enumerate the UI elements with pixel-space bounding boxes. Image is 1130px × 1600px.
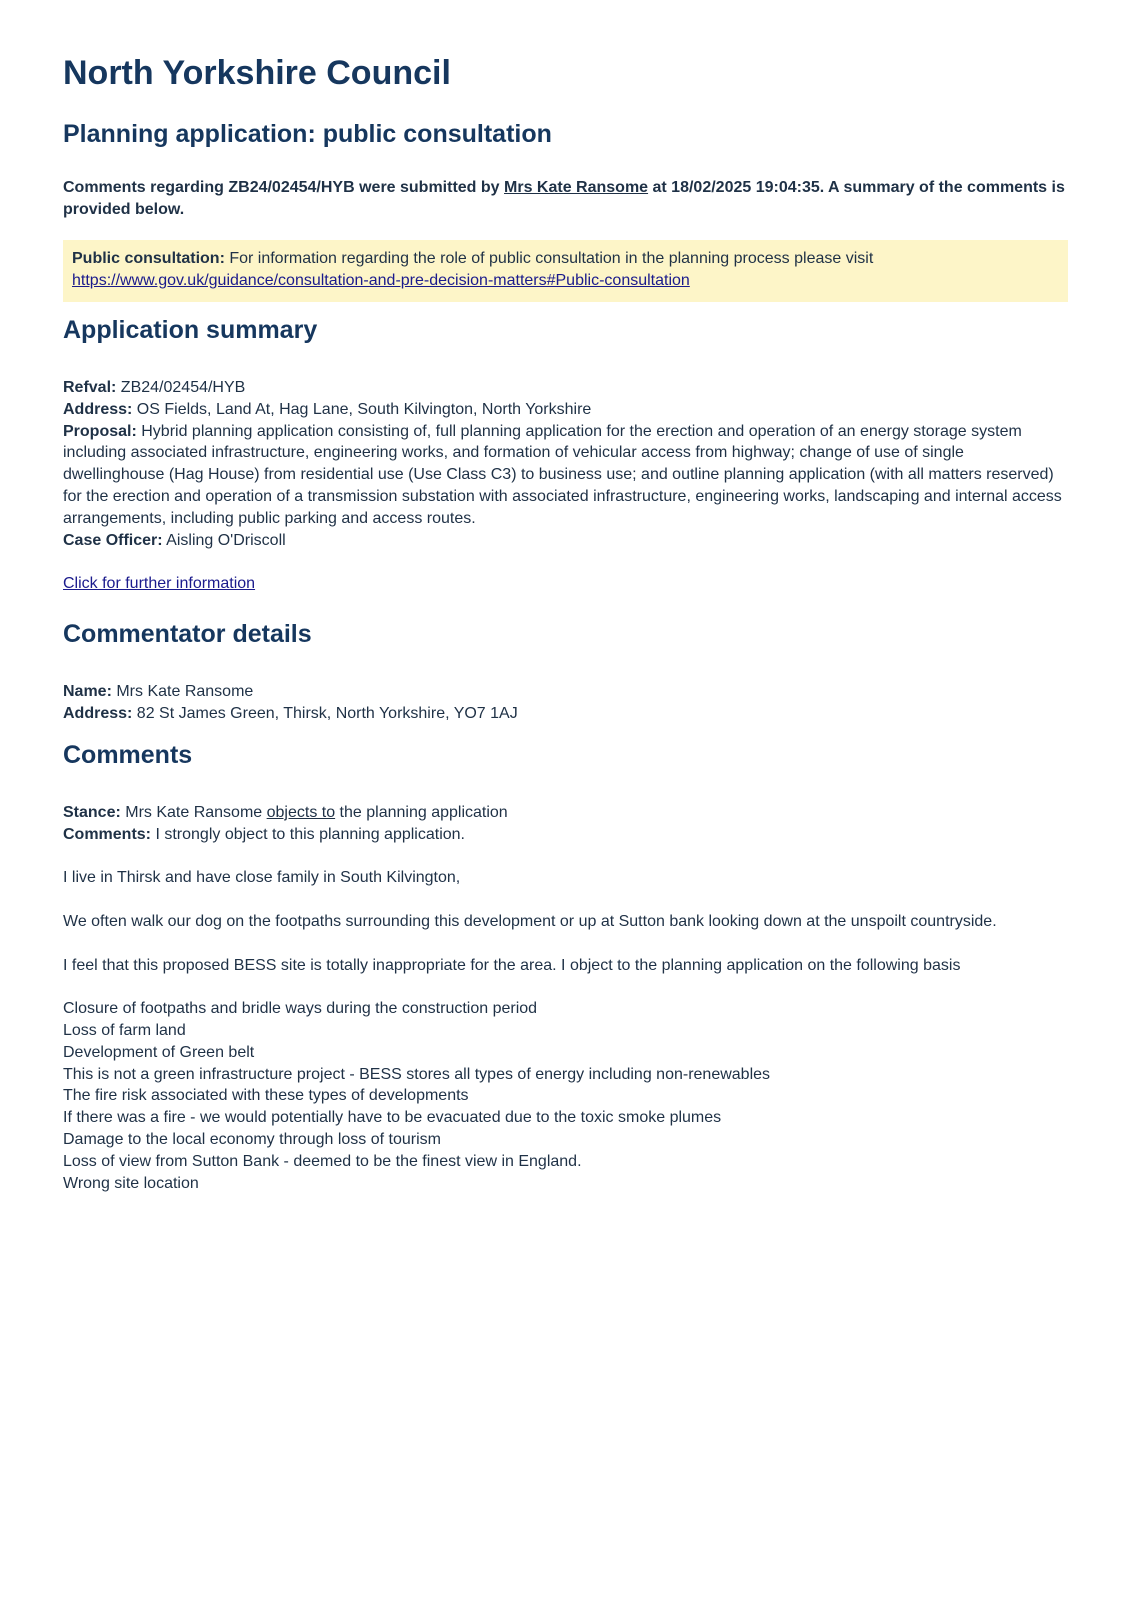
proposal-value: Hybrid planning application consisting of, full planning application for the erection and operation of an energy storage system including associated infrastructure, engineering works, and formation of vehicular access from highway; change of use of single dwellinghouse (Hag House) from residential use (Use Class C3) to business use; and outline planning application (with all matters reserved) for the erection and operation of a transmission substation with associated infrastructure, engineering works, landscaping and internal access arrangements, including public parking and access routes. bbox=[63, 422, 1062, 527]
proposal-label: Proposal: bbox=[63, 422, 137, 440]
address-value: OS Fields, Land At, Hag Lane, South Kilvington, North Yorkshire bbox=[132, 400, 592, 418]
objection-reason: This is not a green infrastructure project - BESS stores all types of energy including non-renewables bbox=[63, 1065, 771, 1083]
stance-suffix: the planning application bbox=[335, 804, 508, 821]
commentator-details-heading: Commentator details bbox=[63, 620, 312, 648]
notice-text: For information regarding the role of public consultation in the planning process please visit bbox=[224, 250, 874, 267]
objection-reason: If there was a fire - we would potentially have to be evacuated due to the toxic smoke plumes bbox=[63, 1109, 722, 1127]
stance-label: Stance: bbox=[63, 804, 121, 821]
commentator-address-label: Address: bbox=[63, 704, 133, 722]
stance-prefix: Mrs Kate Ransome bbox=[120, 804, 267, 821]
intro-prefix: Comments regarding ZB24/02454/HYB were submitted by bbox=[63, 179, 505, 196]
commentator-details bbox=[63, 681, 1068, 725]
commentator-name-value: Mrs Kate Ransome bbox=[111, 683, 254, 700]
comments-label: Comments: bbox=[63, 825, 152, 843]
comments-first-line: I strongly object to this planning application. bbox=[151, 825, 465, 843]
commentator-address-value: 82 St James Green, Thirsk, North Yorkshire, YO7 1AJ bbox=[132, 704, 518, 722]
address-label: Address: bbox=[63, 400, 133, 418]
intro-text bbox=[63, 177, 1068, 221]
public-consultation-notice bbox=[63, 240, 1068, 302]
comment-paragraph: I feel that this proposed BESS site is totally inappropriate for the area. I object to the planning application on the following basis bbox=[63, 956, 961, 974]
stance-row bbox=[63, 802, 1068, 824]
commentator-address-row bbox=[63, 703, 1068, 725]
page-title: Planning application: public consultation bbox=[63, 120, 552, 148]
commentator-name-label: Name: bbox=[63, 683, 112, 700]
comments-row bbox=[63, 824, 1068, 846]
comments-section bbox=[63, 802, 1068, 1194]
comment-paragraph: I live in Thirsk and have close family in South Kilvington, bbox=[63, 869, 461, 887]
submitter-link[interactable]: Mrs Kate Ransome bbox=[504, 179, 649, 196]
refval-value: ZB24/02454/HYB bbox=[116, 379, 246, 396]
proposal-row bbox=[63, 421, 1068, 530]
objection-reason: Damage to the local economy through loss of tourism bbox=[63, 1130, 441, 1148]
comment-paragraph: We often walk our dog on the footpaths surrounding this development or up at Sutton bank looking down at the unspoilt countryside. bbox=[63, 912, 997, 930]
application-summary-heading: Application summary bbox=[63, 316, 318, 344]
objection-reason: Closure of footpaths and bridle ways during the construction period bbox=[63, 1000, 538, 1018]
objection-reason: Wrong site location bbox=[63, 1174, 199, 1192]
objection-reason: Loss of farm land bbox=[63, 1021, 186, 1039]
council-title: North Yorkshire Council bbox=[63, 54, 451, 92]
application-summary bbox=[63, 377, 1068, 551]
further-info-row bbox=[63, 573, 1068, 595]
stance-objects-link[interactable]: objects to bbox=[266, 804, 336, 821]
address-row bbox=[63, 399, 1068, 421]
objection-reason: Loss of view from Sutton Bank - deemed to be the finest view in England. bbox=[63, 1152, 582, 1170]
refval-label: Refval: bbox=[63, 379, 117, 396]
comments-heading: Comments bbox=[63, 741, 193, 769]
intro-suffix: at 18/02/2025 19:04:35. A summary of the comments is provided below. bbox=[63, 179, 1065, 218]
notice-label: Public consultation: bbox=[72, 250, 225, 267]
objection-reason: The fire risk associated with these types of developments bbox=[63, 1087, 469, 1105]
case-officer-row bbox=[63, 530, 1068, 552]
objection-reason: Development of Green belt bbox=[63, 1043, 255, 1061]
case-officer-label: Case Officer: bbox=[63, 531, 163, 549]
further-information-link[interactable]: Click for further information bbox=[63, 575, 256, 592]
case-officer-value: Aisling O'Driscoll bbox=[162, 531, 286, 549]
commentator-name-row bbox=[63, 681, 1068, 703]
consultation-guidance-link[interactable]: https://www.gov.uk/guidance/consultation-and-pre-decision-matters#Public-consultation bbox=[72, 272, 690, 289]
refval-row bbox=[63, 377, 1068, 399]
